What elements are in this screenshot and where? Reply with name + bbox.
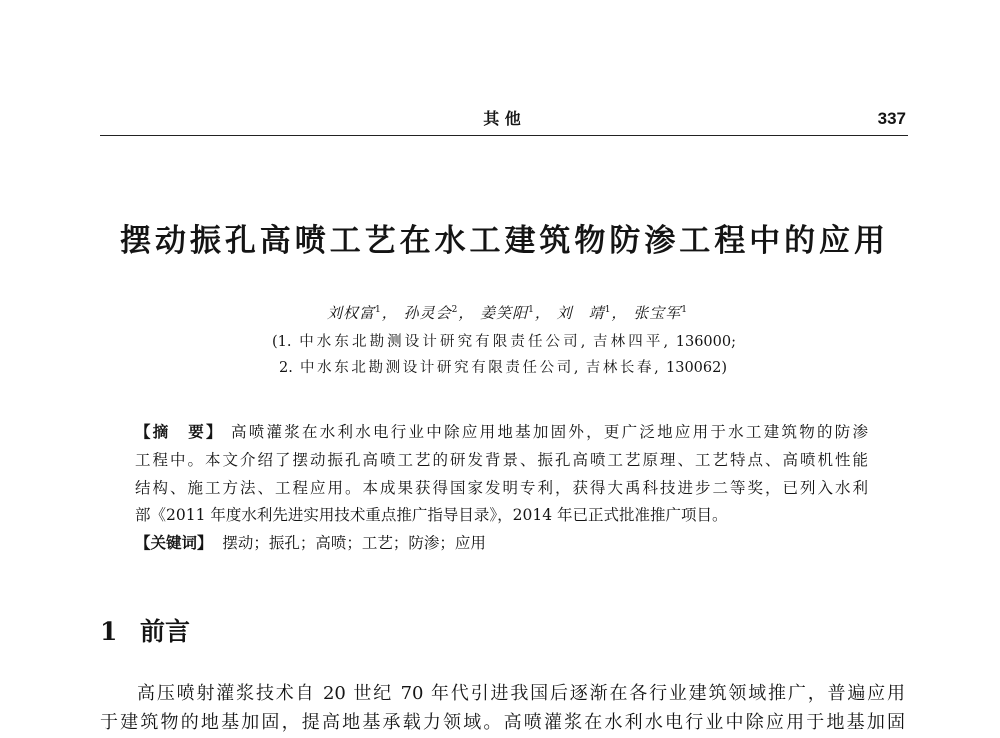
keywords-text: 摆动；振孔；高喷；工艺；防渗；应用 (222, 534, 486, 552)
page-number: 337 (877, 109, 906, 128)
abstract-text: 高喷灌浆在水利水电行业中除应用地基加固外，更广泛地应用于水工建筑物的防渗 (230, 423, 868, 441)
author-affiliation-mark: 1 (681, 305, 688, 315)
affiliation-line: (1. 中水东北勘测设计研究有限责任公司, 吉林四平, 136000; (272, 334, 736, 350)
author-separator: ， (611, 304, 628, 322)
author-name: 张宝军 (633, 304, 682, 322)
author-separator: ， (381, 304, 398, 322)
abstract-line: 结构、施工方法、工程应用。本成果获得国家发明专利，获得大禹科技进步二等奖，已列入水利 (135, 479, 868, 497)
author-name: 姜笑阳 (480, 304, 529, 322)
paper-title: 摆动振孔高喷工艺在水工建筑物防渗工程中的应用 (120, 223, 885, 259)
paragraph-line: 于建筑物的地基加固，提高地基承载力领域。高喷灌浆在水利水电行业中除应用于地基加固 (100, 712, 905, 733)
abstract-line: 部《2011 年度水利先进实用技术重点推广指导目录》，2014 年已正式批准推广项目。 (135, 506, 728, 524)
abstract-line: 工程中。本文介绍了摆动振孔高喷工艺的研发背景、振孔高喷工艺原理、工艺特点、高喷机性能 (135, 451, 868, 469)
author-separator: ， (534, 304, 551, 322)
section-title: 前言 (140, 617, 191, 646)
author-affiliation-mark: 1 (375, 305, 382, 315)
author-affiliation-mark: 2 (451, 305, 459, 315)
section-number: 1 (100, 617, 118, 646)
keywords-label: 【关键词】 (135, 533, 213, 552)
abstract-label: 【摘 要】 (135, 422, 224, 441)
paragraph-line: 高压喷射灌浆技术自 20 世纪 70 年代引进我国后逐渐在各行业建筑领域推广，普遍应用 (137, 683, 905, 704)
header-rule (100, 135, 908, 136)
abstract-line (135, 420, 868, 444)
keywords-line (135, 531, 868, 555)
author-name: 刘 靖 (556, 304, 605, 322)
author-affiliation-mark: 1 (604, 305, 612, 315)
author-affiliation-mark: 1 (528, 305, 535, 315)
author-separator: ， (458, 304, 475, 322)
author-list (300, 301, 715, 325)
author-name: 孙灵会 (403, 304, 452, 322)
author-name: 刘权富 (327, 304, 376, 322)
running-head-section: 其 他 (483, 109, 521, 128)
section-heading (100, 615, 300, 649)
affiliation-line: 2. 中水东北勘测设计研究有限责任公司, 吉林长春, 130062) (279, 360, 727, 376)
